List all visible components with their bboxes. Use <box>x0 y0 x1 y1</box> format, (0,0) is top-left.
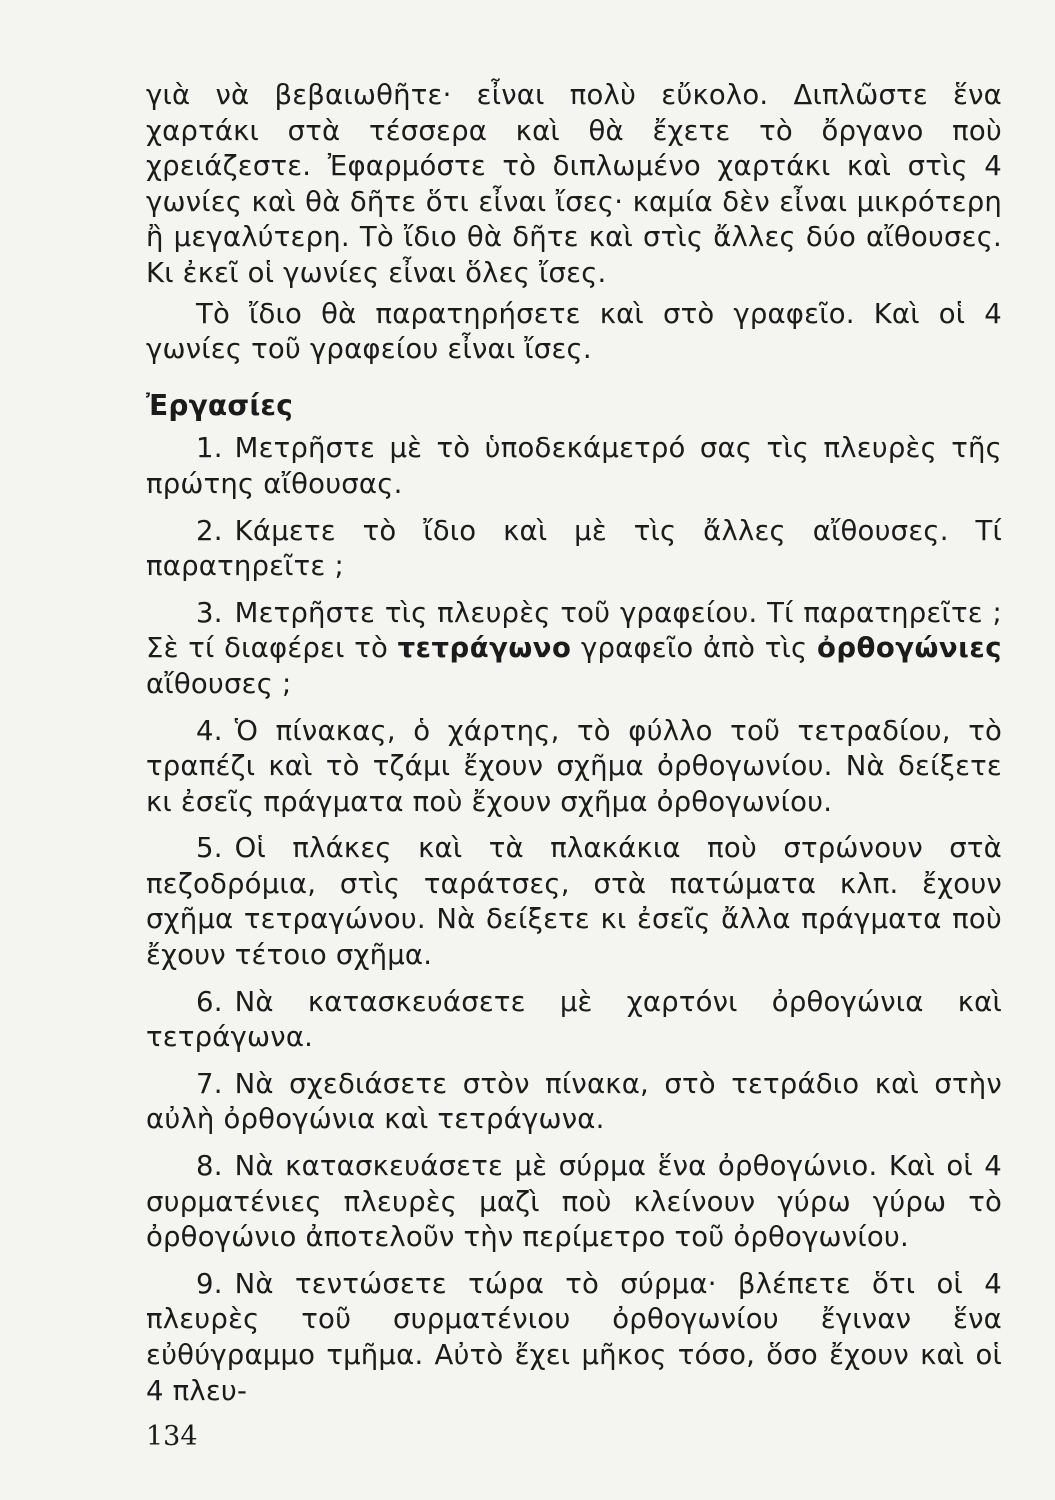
task-text: Νὰ σχεδιάσετε στὸν πίνακα, στὸ τετράδιο καὶ στὴν αὐλὴ ὀρθογώνια καὶ τετράγωνα. <box>146 1067 1002 1136</box>
page-number: 134 <box>146 1421 198 1452</box>
task-number: 2. <box>196 514 223 547</box>
task-item-3 <box>146 596 1002 703</box>
task-text: Κάμετε τὸ ἴδιο καὶ μὲ τὶς ἄλλες αἴθουσες. Τί παρατηρεῖτε ; <box>146 514 1002 583</box>
task-number: 1. <box>196 432 223 465</box>
task-item-9 <box>146 1267 1002 1409</box>
task-text: Μετρῆστε μὲ τὸ ὑποδεκάμετρό σας τὶς πλευρὲς τῆς πρώτης αἴθουσας. <box>146 432 1002 500</box>
term-rectangular: ὀρθογώνιες <box>816 632 1002 665</box>
page-body <box>146 78 1002 1420</box>
task-number: 3. <box>196 596 223 629</box>
task-item-7 <box>146 1067 1002 1138</box>
task-item-2 <box>146 514 1002 585</box>
task-text: Οἱ πλάκες καὶ τὰ πλακάκια ποὺ στρώνουν στὰ πεζοδρόμια, στὶς ταράτσες, στὰ πατώματα κλπ. ἔχουν σχῆμα τετραγώνου. Νὰ δείξετε κι ἐσεῖς ἄλλα πράγματα ποὺ ἔχουν τέτοιο σχῆμα. <box>146 832 1002 972</box>
intro-paragraph-1: γιὰ νὰ βεβαιωθῆτε· εἶναι πολὺ εὔκολο. Διπλῶστε ἕνα χαρτάκι στὰ τέσσερα καὶ θὰ ἔχετε τὸ ὄργανο ποὺ χρειάζεστε. Ἐφαρμόστε τὸ διπλωμένο χαρτάκι καὶ στὶς 4 γωνίες καὶ θὰ δῆτε ὅτι εἶναι ἴσες· καμία δὲν εἶναι μικρότερη ἢ μεγαλύτερη. Τὸ ἴδιο θὰ δῆτε καὶ στὶς ἄλλες δύο αἴθουσες. Κι ἐκεῖ οἱ γωνίες εἶναι ὅλες ἴσες. <box>146 79 1002 289</box>
intro-paragraph-2: Τὸ ἴδιο θὰ παρατηρήσετε καὶ στὸ γραφεῖο. Καὶ οἱ 4 γωνίες τοῦ γραφείου εἶναι ἴσες. <box>146 297 1002 366</box>
task-text: Ὁ πίνακας, ὁ χάρτης, τὸ φύλλο τοῦ τετραδίου, τὸ τραπέζι καὶ τὸ τζάμι ἔχουν σχῆμα ὀρθογωνίου. Νὰ δείξετε κι ἐσεῖς πράγματα ποὺ ἔχουν σχῆμα ὀρθογωνίου. <box>146 714 1002 818</box>
task-number: 7. <box>196 1067 223 1100</box>
task-item-5 <box>146 831 1002 973</box>
task-number: 5. <box>196 832 223 865</box>
task-text: αἴθουσες ; <box>146 667 292 700</box>
task-text: Νὰ κατασκευάσετε μὲ σύρμα ἕνα ὀρθογώνιο. Καὶ οἱ 4 συρματένιες πλευρὲς μαζὶ ποὺ κλείνουν γύρω γύρω τὸ ὀρθογώνιο ἀποτελοῦν τὴν περίμετρο τοῦ ὀρθογωνίου. <box>146 1150 1002 1254</box>
task-number: 9. <box>196 1267 223 1300</box>
task-item-6 <box>146 985 1002 1056</box>
task-item-8 <box>146 1149 1002 1256</box>
task-text: Μετρῆστε τὶς πλευρὲς τοῦ γραφείου. Τί παρατηρεῖτε ; Σὲ τί διαφέρει τὸ <box>146 596 1002 665</box>
task-number: 6. <box>196 985 223 1018</box>
task-item-1 <box>146 431 1002 502</box>
term-square: τετράγωνο <box>397 632 572 665</box>
task-text: Νὰ κατασκευάσετε μὲ χαρτόνι ὀρθογώνια καὶ τετράγωνα. <box>146 985 1002 1054</box>
section-title: Ἐργασίες <box>146 388 294 422</box>
task-item-4 <box>146 714 1002 821</box>
task-text: γραφεῖο ἀπὸ τὶς <box>571 632 817 665</box>
task-text: Νὰ τεντώσετε τώρα τὸ σύρμα· βλέπετε ὅτι οἱ 4 πλευρὲς τοῦ συρματένιου ὀρθογωνίου ἔγιναν ἕνα εὐθύγραμμο τμῆμα. Αὐτὸ ἔχει μῆκος τόσο, ὅσο ἔχουν καὶ οἱ 4 πλευ- <box>146 1267 1002 1407</box>
task-number: 4. <box>196 714 223 747</box>
task-number: 8. <box>196 1150 223 1183</box>
